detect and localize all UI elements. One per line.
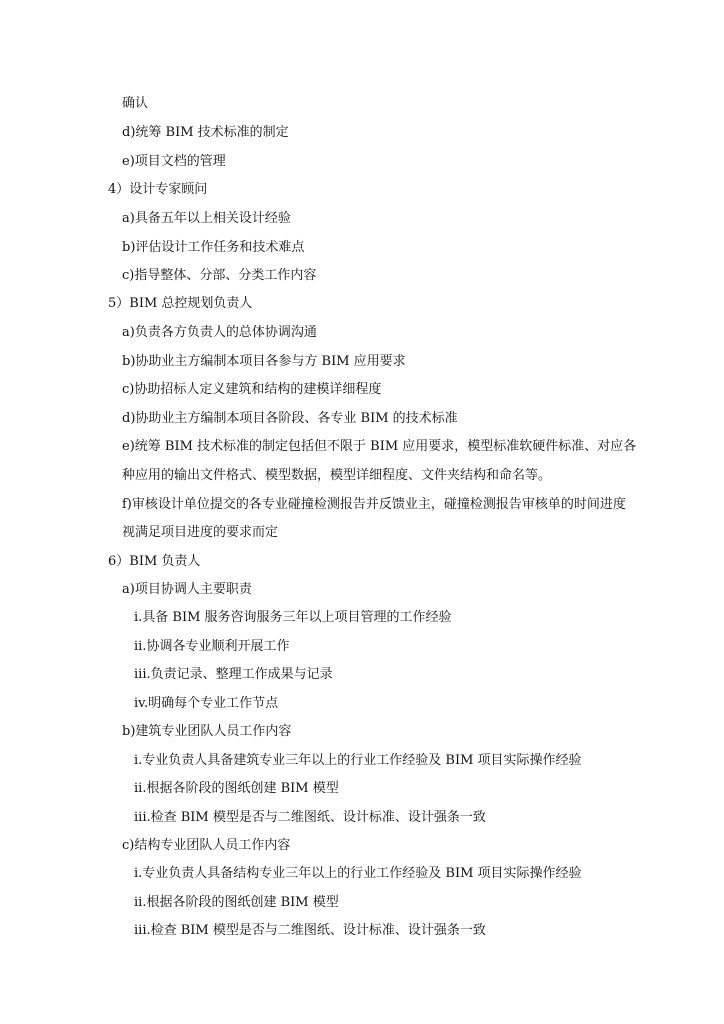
text-line-6c-i: i.专业负责人具备结构专业三年以上的行业工作经验及 BIM 项目实际操作经验 [134, 866, 582, 881]
text-line-6b-ii: ii.根据各阶段的图纸创建 BIM 模型 [134, 781, 339, 796]
text-line-5a: a)负责各方负责人的总体协调沟通 [122, 325, 317, 340]
text-line-6a-iii: iii.负责记录、整理工作成果与记录 [134, 667, 333, 682]
text-line-6a: a)项目协调人主要职责 [122, 582, 252, 597]
section-heading-6: 6）BIM 负责人 [108, 554, 201, 569]
section-heading-5: 5）BIM 总控规划负责人 [108, 296, 253, 311]
text-line-5f: f)审核设计单位提交的各专业碰撞检测报告并反馈业主，碰撞检测报告审核单的时间进度 [122, 497, 626, 512]
text-line-4b: b)评估设计工作任务和技术难点 [122, 240, 305, 255]
text-line-6c-ii: ii.根据各阶段的图纸创建 BIM 模型 [134, 895, 339, 910]
text-line-5e: e)统筹 BIM 技术标准的制定包括但不限于 BIM 应用要求，模型标准软硬件标准、对应各 [122, 439, 637, 454]
text-line-4c: c)指导整体、分部、分类工作内容 [122, 268, 317, 283]
text-line-4a: a)具备五年以上相关设计经验 [122, 211, 291, 226]
text-line-confirm: 确认 [122, 96, 149, 111]
text-line-5e-cont: 种应用的输出文件格式、模型数据，模型详细程度、文件夹结构和命名等。 [122, 468, 552, 483]
text-line-6b-i: i.专业负责人具备建筑专业三年以上的行业工作经验及 BIM 项目实际操作经验 [134, 753, 582, 768]
text-line-d-bim-standard: d)统筹 BIM 技术标准的制定 [122, 125, 289, 140]
text-line-6b: b)建筑专业团队人员工作内容 [122, 724, 292, 739]
text-line-6b-iii: iii.检查 BIM 模型是否与二维图纸、设计标准、设计强条一致 [134, 810, 486, 825]
text-line-5d: d)协助业主方编制本项目各阶段、各专业 BIM 的技术标准 [122, 411, 458, 426]
text-line-6a-ii: ii.协调各专业顺利开展工作 [134, 639, 290, 654]
text-line-e-docs: e)项目文档的管理 [122, 154, 226, 169]
text-line-6a-i: i.具备 BIM 服务咨询服务三年以上项目管理的工作经验 [134, 610, 452, 625]
text-line-6c: c)结构专业团队人员工作内容 [122, 838, 291, 853]
text-line-5c: c)协助招标人定义建筑和结构的建模详细程度 [122, 382, 382, 397]
text-line-5f-cont: 视满足项目进度的要求而定 [122, 525, 279, 540]
text-line-6a-iv: iv.明确每个专业工作节点 [134, 696, 279, 711]
text-line-5b: b)协助业主方编制本项目各参与方 BIM 应用要求 [122, 354, 406, 369]
section-heading-4: 4）设计专家顾问 [108, 182, 208, 197]
text-line-6c-iii: iii.检查 BIM 模型是否与二维图纸、设计标准、设计强条一致 [134, 923, 486, 938]
